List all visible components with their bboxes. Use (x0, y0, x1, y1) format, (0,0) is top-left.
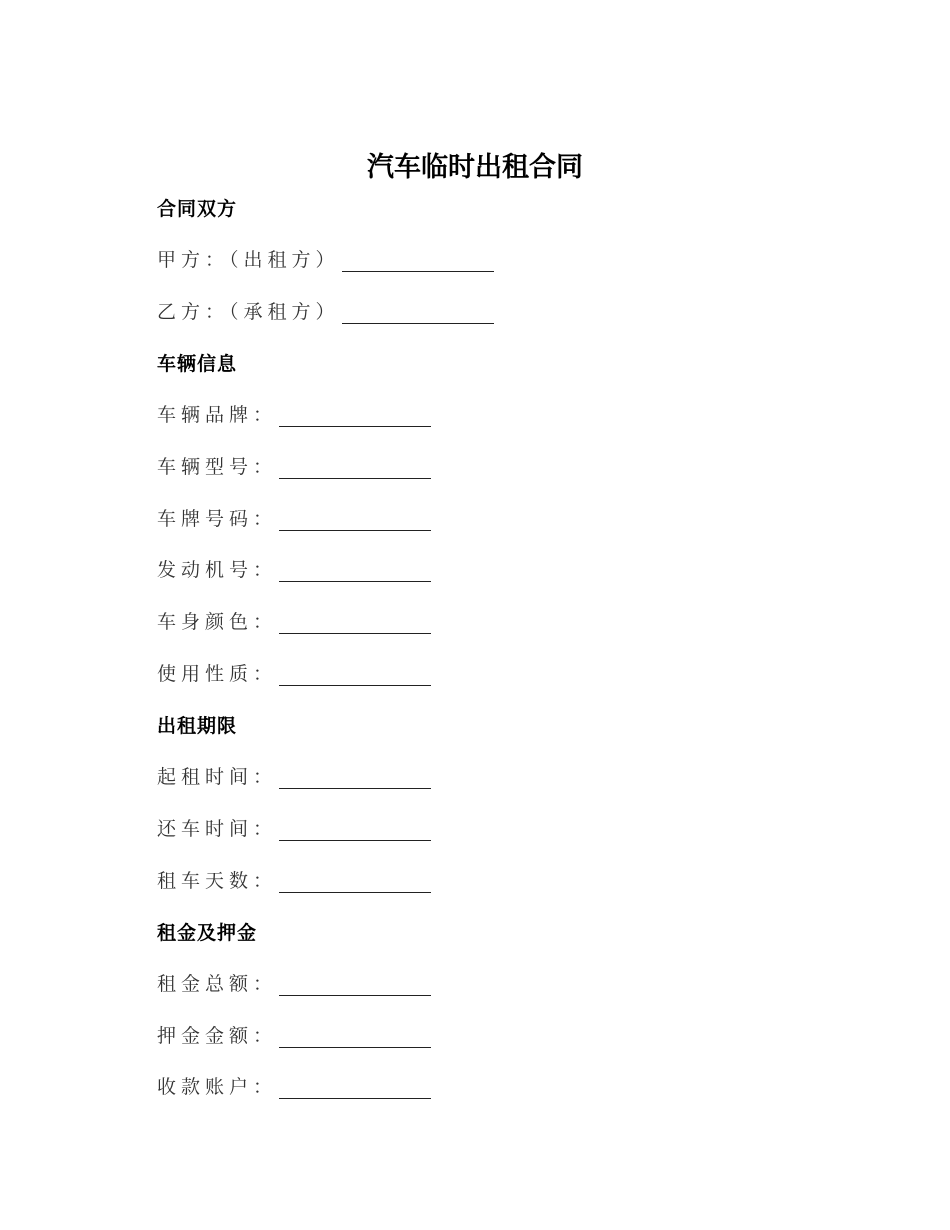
field-engine-number (157, 555, 431, 582)
section-heading-parties: 合同双方 (157, 198, 238, 220)
fill-in-blank (279, 406, 431, 427)
field-label: 收款账户： (157, 1076, 278, 1098)
fill-in-blank (279, 613, 431, 634)
section-heading-rent-deposit: 租金及押金 (157, 922, 258, 944)
field-label: 车身颜色： (157, 611, 278, 633)
fill-in-blank (279, 1027, 431, 1048)
field-usage-type (157, 659, 431, 686)
field-vehicle-brand (157, 400, 431, 427)
field-label: 发动机号： (157, 559, 278, 581)
fill-in-blank (279, 820, 431, 841)
field-label: 乙方：（承租方） (157, 301, 340, 323)
document-title: 汽车临时出租合同 (367, 152, 583, 183)
section-heading-rental-period: 出租期限 (157, 715, 238, 737)
field-total-rent (157, 969, 431, 996)
field-return-time (157, 814, 431, 841)
field-label: 租金总额： (157, 973, 278, 995)
fill-in-blank (279, 872, 431, 893)
field-label: 车辆型号： (157, 456, 278, 478)
field-label: 车牌号码： (157, 508, 278, 530)
field-vehicle-model (157, 452, 431, 479)
fill-in-blank (342, 251, 494, 272)
field-label: 车辆品牌： (157, 404, 278, 426)
field-body-color (157, 607, 431, 634)
field-label: 押金金额： (157, 1025, 278, 1047)
field-party-a (157, 245, 494, 272)
fill-in-blank (279, 975, 431, 996)
fill-in-blank (279, 458, 431, 479)
field-rental-days (157, 866, 431, 893)
field-label: 甲方：（出租方） (157, 249, 340, 271)
fill-in-blank (279, 561, 431, 582)
field-label: 租车天数： (157, 870, 278, 892)
field-party-b (157, 297, 494, 324)
field-deposit-amount (157, 1021, 431, 1048)
field-label: 使用性质： (157, 663, 278, 685)
fill-in-blank (342, 303, 494, 324)
fill-in-blank (279, 768, 431, 789)
field-plate-number (157, 504, 431, 531)
field-label: 还车时间： (157, 818, 278, 840)
field-label: 起租时间： (157, 766, 278, 788)
fill-in-blank (279, 665, 431, 686)
field-start-time (157, 762, 431, 789)
field-payment-account (157, 1072, 431, 1099)
fill-in-blank (279, 510, 431, 531)
fill-in-blank (279, 1078, 431, 1099)
section-heading-vehicle: 车辆信息 (157, 353, 238, 375)
